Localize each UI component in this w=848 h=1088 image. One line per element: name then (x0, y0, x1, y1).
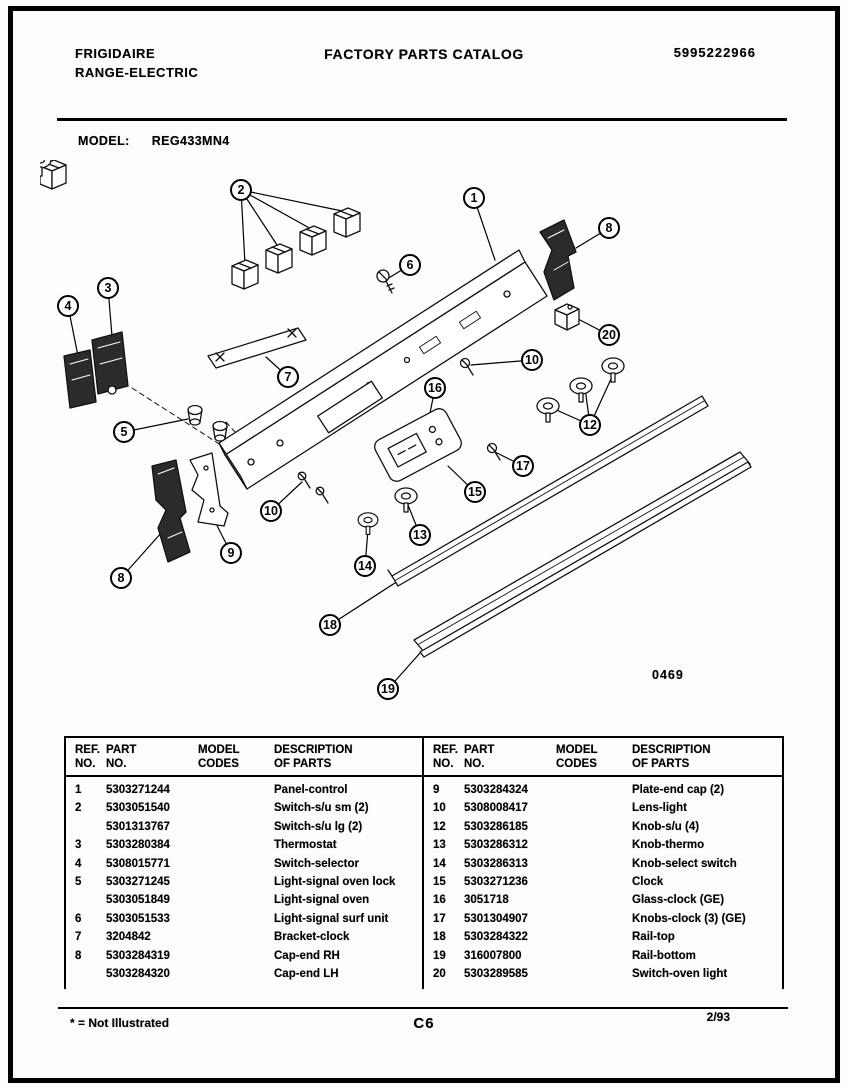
callout-leader-lines (68, 190, 616, 689)
part-screw-10a (461, 359, 474, 376)
table-row (424, 836, 782, 854)
cell-codes (198, 818, 274, 836)
cell-ref: 1 (75, 784, 82, 796)
cell-codes (556, 855, 632, 873)
cell-desc: Cap-end LH (274, 968, 339, 981)
cell-ref: 13 (433, 839, 446, 852)
cell-part: 5303289585 (464, 968, 528, 981)
cell-ref: 7 (75, 931, 82, 944)
cell-part: 3204842 (106, 931, 151, 944)
part-cap-end-lh (152, 460, 190, 562)
callout-9: 9 (220, 542, 242, 564)
cell-ref: 4 (75, 857, 82, 870)
model-label: MODEL: (78, 134, 130, 148)
table-row (66, 910, 422, 928)
cell-ref: 15 (433, 876, 446, 889)
cell-desc: Bracket-clock (274, 931, 350, 944)
cell-desc: Light-signal oven lock (274, 876, 396, 889)
cell-ref: 19 (433, 949, 446, 962)
model-line (78, 134, 230, 148)
header-codes: MODEL CODES (556, 744, 598, 770)
cell-desc: Light-signal oven (274, 894, 370, 907)
cell-codes (198, 873, 274, 891)
leader-line-18 (330, 581, 398, 625)
cell-ref: 20 (433, 968, 446, 981)
table-row (424, 910, 782, 928)
table-row (66, 891, 422, 909)
cell-ref: 9 (433, 784, 440, 796)
cell-codes (556, 799, 632, 817)
callout-13: 13 (409, 524, 431, 546)
brand-block (75, 44, 198, 82)
part-screw-17 (488, 444, 501, 461)
part-knob-thermo (395, 488, 417, 512)
cell-part: 5303286185 (464, 820, 528, 833)
model-value: REG433MN4 (151, 134, 230, 148)
cell-codes (198, 891, 274, 909)
cell-desc: Rail-top (632, 931, 675, 944)
cell-desc: Switch-s/u sm (2) (274, 802, 369, 815)
cell-ref: 5 (75, 876, 82, 889)
callout-15: 15 (464, 481, 486, 503)
cell-desc: Knob-select switch (632, 857, 737, 870)
cell-ref (66, 965, 106, 983)
parts-table-right (424, 736, 784, 989)
catalog-title: FACTORY PARTS CATALOG (324, 46, 524, 62)
callout-16: 16 (424, 377, 446, 399)
header-ref: REF. NO. (75, 744, 100, 770)
part-bracket-clock (208, 328, 306, 368)
cell-codes (198, 799, 274, 817)
cell-part: 5303284319 (106, 949, 170, 962)
table-row (424, 947, 782, 965)
callout-2: 2 (230, 179, 252, 201)
cell-part: 5303284324 (464, 784, 528, 796)
callout-17: 17 (512, 455, 534, 477)
header-desc: DESCRIPTION OF PARTS (632, 744, 711, 770)
callout-3: 3 (97, 277, 119, 299)
cell-desc: Switch-oven light (632, 968, 728, 981)
cell-part: 5303284322 (464, 931, 528, 944)
cell-ref: 10 (433, 802, 446, 815)
cell-part: 5303286312 (464, 839, 528, 852)
cell-part: 5301313767 (106, 820, 170, 833)
cell-part: 5303271244 (106, 784, 170, 796)
cell-codes (198, 855, 274, 873)
cell-part: 3051718 (464, 894, 509, 907)
cell-desc: Knobs-clock (3) (GE) (632, 912, 746, 925)
part-switch-surface-units (40, 160, 360, 289)
cell-part: 5303271245 (106, 876, 170, 889)
header-codes: MODEL CODES (198, 744, 240, 770)
header-part: PART NO. (106, 744, 137, 770)
cell-codes (198, 947, 274, 965)
cell-desc: Knob-thermo (632, 839, 705, 852)
cell-desc: Switch-s/u lg (2) (274, 820, 363, 833)
brand-name: FRIGIDAIRE (75, 46, 156, 61)
callout-10: 10 (260, 500, 282, 522)
cell-desc: Glass-clock (GE) (632, 894, 725, 907)
cell-part: 5303051540 (106, 802, 170, 815)
cell-desc: Rail-bottom (632, 949, 696, 962)
cell-codes (556, 928, 632, 946)
assembly-dash-line (132, 388, 224, 447)
callout-6: 6 (399, 254, 421, 276)
cell-codes (198, 836, 274, 854)
cell-desc: Lens-light (632, 802, 687, 815)
table-row (66, 781, 422, 799)
table-body-left (66, 777, 422, 989)
table-row (424, 965, 782, 983)
diagram-code: 0469 (652, 668, 684, 682)
callout-20: 20 (598, 324, 620, 346)
not-illustrated-note: * = Not Illustrated (70, 1016, 170, 1030)
cell-ref: 14 (433, 857, 446, 870)
cell-desc: Clock (632, 876, 664, 889)
cell-ref: 8 (75, 949, 82, 962)
cell-codes (556, 818, 632, 836)
doc-number: 5995222966 (673, 45, 756, 60)
page-code: C6 (413, 1015, 435, 1032)
part-switch-oven-light (555, 304, 579, 330)
header-desc: DESCRIPTION OF PARTS (274, 744, 353, 770)
callout-7: 7 (277, 366, 299, 388)
part-switch-selector (64, 350, 96, 408)
cell-ref: 18 (433, 931, 446, 944)
table-header (424, 738, 782, 777)
diagram-art (40, 160, 820, 720)
cell-ref: 6 (75, 912, 82, 925)
part-thermostat (92, 332, 128, 394)
leader-line-2 (241, 190, 313, 230)
callout-8: 8 (598, 217, 620, 239)
cell-part: 5303280384 (106, 839, 170, 852)
brand-category: RANGE-ELECTRIC (75, 65, 199, 80)
cell-ref: 16 (433, 894, 446, 907)
cell-desc: Cap-end RH (274, 949, 340, 962)
part-knob-select (358, 513, 378, 535)
table-row (66, 873, 422, 891)
table-row (66, 818, 422, 836)
table-body-right (424, 777, 782, 989)
cell-desc: Knob-s/u (4) (632, 820, 700, 833)
cell-desc: Plate-end cap (2) (632, 784, 725, 796)
cell-codes (198, 928, 274, 946)
table-row (66, 855, 422, 873)
leader-line-2 (241, 190, 347, 212)
table-header (66, 738, 422, 777)
table-row (424, 928, 782, 946)
cell-ref: 3 (75, 839, 82, 852)
cell-part: 5303051849 (106, 894, 170, 907)
cell-ref: 2 (75, 802, 82, 815)
table-row (424, 855, 782, 873)
table-row (424, 818, 782, 836)
callout-5: 5 (113, 421, 135, 443)
table-row (424, 873, 782, 891)
table-row (66, 928, 422, 946)
cell-ref: 17 (433, 912, 446, 925)
cell-part: 5303271236 (464, 876, 528, 889)
cell-codes (198, 910, 274, 928)
callout-14: 14 (354, 555, 376, 577)
header-part: PART NO. (464, 744, 495, 770)
cell-desc: Switch-selector (274, 857, 359, 870)
cell-ref (66, 818, 106, 836)
cell-part: 5308015771 (106, 857, 170, 870)
callout-4: 4 (57, 295, 79, 317)
part-clock (372, 406, 464, 484)
cell-part: 5301304907 (464, 912, 528, 925)
cell-desc: Light-signal surf unit (274, 912, 389, 925)
part-cap-end-rh (540, 220, 576, 300)
cell-ref (66, 891, 106, 909)
part-signal-lights (188, 406, 227, 442)
revision-date: 2/93 (706, 1010, 730, 1024)
callout-10: 10 (521, 349, 543, 371)
cell-part: 5303284320 (106, 968, 170, 981)
table-row (66, 799, 422, 817)
cell-codes (556, 891, 632, 909)
exploded-parts-diagram (40, 160, 820, 720)
part-plate-end-cap (190, 453, 228, 526)
table-row (424, 781, 782, 799)
cell-part: 5303286313 (464, 857, 528, 870)
callout-12: 12 (579, 414, 601, 436)
cell-desc: Panel-control (274, 784, 348, 796)
leader-line-2 (241, 190, 245, 264)
table-row (66, 836, 422, 854)
part-screw-6 (377, 270, 394, 293)
cell-codes (556, 781, 632, 799)
table-row (424, 891, 782, 909)
parts-table (64, 736, 784, 989)
cell-part: 5308008417 (464, 802, 528, 815)
callout-1: 1 (463, 187, 485, 209)
table-row (424, 799, 782, 817)
cell-part: 5303051533 (106, 912, 170, 925)
table-row (66, 965, 422, 983)
table-row (66, 947, 422, 965)
callout-19: 19 (377, 678, 399, 700)
cell-desc: Thermostat (274, 839, 337, 852)
cell-codes (556, 836, 632, 854)
callout-8: 8 (110, 567, 132, 589)
cell-codes (556, 910, 632, 928)
cell-ref: 12 (433, 820, 446, 833)
parts-table-left (64, 736, 424, 989)
cell-codes (198, 965, 274, 983)
cell-codes (556, 965, 632, 983)
callout-18: 18 (319, 614, 341, 636)
header-ref: REF. NO. (433, 744, 458, 770)
cell-codes (556, 947, 632, 965)
cell-codes (198, 781, 274, 799)
part-screw-10b (298, 472, 328, 503)
cell-part: 316007800 (464, 949, 522, 962)
header-rule (57, 118, 787, 121)
footer-rule (58, 1007, 788, 1009)
cell-codes (556, 873, 632, 891)
